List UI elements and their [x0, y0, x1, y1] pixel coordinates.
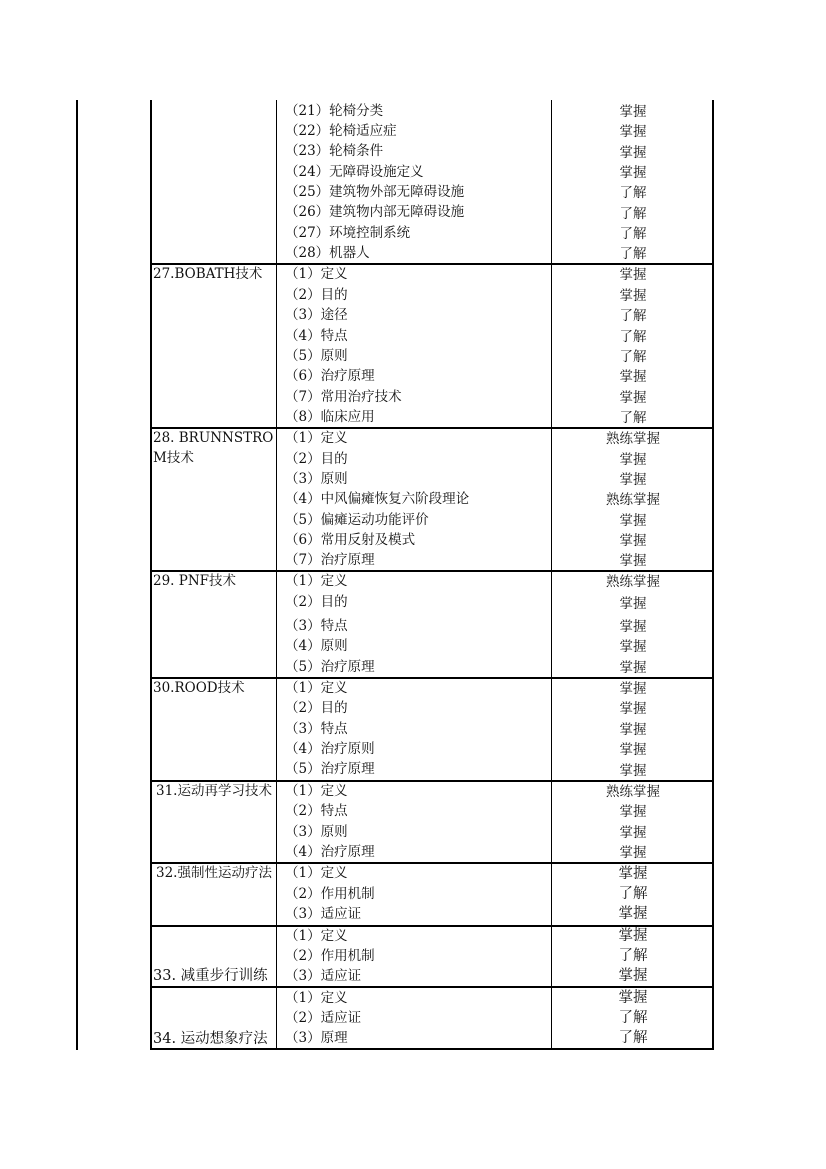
level-text: 掌握: [618, 866, 648, 882]
item-text: （27）环境控制系统: [285, 225, 411, 241]
level-text: 掌握: [619, 722, 647, 738]
item-text: （6）治疗原理: [285, 368, 375, 384]
item-text: （3）原理: [285, 1030, 348, 1046]
item-text: （4）治疗原则: [285, 741, 375, 757]
item-text: （3）适应证: [285, 968, 362, 984]
level-text: 熟练掌握: [606, 492, 660, 508]
item-text: （3）适应证: [285, 906, 362, 922]
item-text: （2）特点: [285, 803, 348, 819]
level-text: 了解: [618, 886, 648, 902]
level-text: 掌握: [619, 472, 647, 488]
level-text: 掌握: [619, 804, 647, 820]
level-text: 了解: [618, 1030, 648, 1046]
item-text: （2）适应证: [285, 1010, 362, 1026]
item-text: （26）建筑物内部无障碍设施: [285, 204, 465, 220]
item-text: （2）作用机制: [285, 886, 375, 902]
item-text: （2）目的: [285, 700, 348, 716]
level-text: 掌握: [619, 596, 647, 612]
topic-title: 34. 运动想象疗法: [153, 1031, 268, 1047]
level-text: 掌握: [619, 701, 647, 717]
item-text: （1）定义: [285, 573, 348, 589]
item-text: （28）机器人: [285, 245, 370, 261]
level-text: 掌握: [619, 763, 647, 779]
item-text: （8）临床应用: [285, 409, 375, 425]
item-text: （3）原则: [285, 471, 348, 487]
item-text: （5）治疗原理: [285, 659, 375, 675]
level-text: 掌握: [619, 742, 647, 758]
level-text: 了解: [619, 329, 647, 345]
item-text: （2）目的: [285, 287, 348, 303]
level-text: 了解: [619, 410, 647, 426]
item-text: （3）特点: [285, 721, 348, 737]
level-text: 掌握: [619, 104, 647, 120]
level-text: 掌握: [619, 390, 647, 406]
level-text: 掌握: [618, 906, 648, 922]
level-text: 熟练掌握: [606, 574, 660, 590]
level-text: 了解: [619, 308, 647, 324]
item-text: （1）定义: [285, 990, 348, 1006]
item-text: （1）定义: [285, 783, 348, 799]
item-text: （1）定义: [285, 865, 348, 881]
level-text: 熟练掌握: [606, 431, 660, 447]
topic-title: 28. BRUNNSTROM技术: [153, 430, 274, 466]
item-text: （6）常用反射及模式: [285, 532, 416, 548]
level-text: 了解: [619, 349, 647, 365]
level-text: 掌握: [619, 513, 647, 529]
topic-title: 33. 减重步行训练: [153, 968, 268, 984]
level-text: 了解: [619, 185, 647, 201]
item-text: （1）定义: [285, 928, 348, 944]
level-text: 掌握: [619, 533, 647, 549]
item-text: （4）治疗原理: [285, 844, 375, 860]
level-text: 掌握: [619, 452, 647, 468]
level-text: 了解: [619, 246, 647, 262]
column-divider-topic: [276, 100, 277, 1050]
topic-title: 30.ROOD技术: [153, 680, 245, 696]
level-text: 掌握: [618, 928, 648, 944]
level-text: 掌握: [619, 681, 647, 697]
item-text: （4）原则: [285, 638, 348, 654]
item-text: （1）定义: [285, 430, 348, 446]
item-text: （5）原则: [285, 348, 348, 364]
level-text: 掌握: [619, 825, 647, 841]
item-text: （4）中风偏瘫恢复六阶段理论: [285, 491, 470, 507]
item-text: （3）原则: [285, 824, 348, 840]
level-text: 掌握: [619, 845, 647, 861]
item-text: （5）治疗原理: [285, 761, 375, 777]
item-text: （2）目的: [285, 451, 348, 467]
topic-title: 31.运动再学习技术: [156, 783, 272, 799]
item-text: （23）轮椅条件: [285, 143, 384, 159]
item-text: （2）目的: [285, 594, 348, 610]
page-left-rule: [76, 100, 78, 1050]
item-text: （5）偏瘫运动功能评价: [285, 512, 429, 528]
topic-title: 29. PNF技术: [153, 573, 237, 589]
level-text: 了解: [619, 226, 647, 242]
level-text: 掌握: [619, 267, 647, 283]
level-text: 掌握: [619, 288, 647, 304]
item-text: （22）轮椅适应症: [285, 123, 397, 139]
level-text: 掌握: [619, 639, 647, 655]
item-text: （1）定义: [285, 680, 348, 696]
item-text: （3）途径: [285, 307, 348, 323]
level-text: 了解: [618, 1010, 648, 1026]
level-text: 熟练掌握: [606, 784, 660, 800]
item-text: （3）特点: [285, 618, 348, 634]
level-text: 掌握: [619, 145, 647, 161]
level-text: 了解: [619, 206, 647, 222]
level-text: 掌握: [619, 619, 647, 635]
topic-title: 27.BOBATH技术: [153, 266, 263, 282]
item-text: （21）轮椅分类: [285, 103, 384, 119]
item-text: （2）作用机制: [285, 948, 375, 964]
item-text: （25）建筑物外部无障碍设施: [285, 184, 465, 200]
level-text: 掌握: [618, 968, 648, 984]
item-text: （7）常用治疗技术: [285, 389, 402, 405]
level-text: 掌握: [619, 660, 647, 676]
level-text: 了解: [618, 948, 648, 964]
level-text: 掌握: [619, 369, 647, 385]
item-text: （24）无障碍设施定义: [285, 164, 424, 180]
item-text: （4）特点: [285, 328, 348, 344]
topic-title: 32.强制性运动疗法: [156, 865, 272, 881]
item-text: （7）治疗原理: [285, 552, 375, 568]
item-text: （1）定义: [285, 266, 348, 282]
level-text: 掌握: [619, 124, 647, 140]
level-text: 掌握: [619, 553, 647, 569]
level-text: 掌握: [618, 990, 648, 1006]
level-text: 掌握: [619, 165, 647, 181]
